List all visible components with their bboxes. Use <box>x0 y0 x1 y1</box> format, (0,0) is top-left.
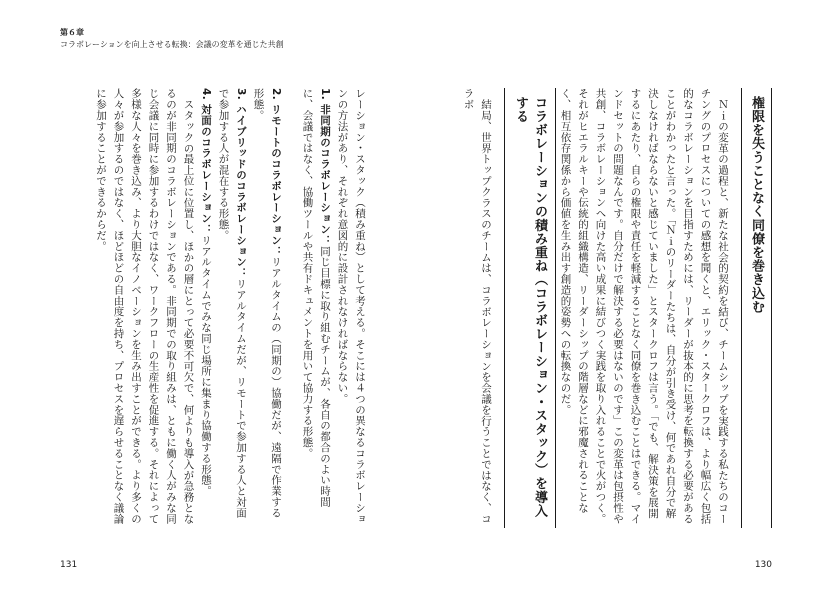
list-item <box>197 88 215 528</box>
right-page-body-2 <box>459 88 494 528</box>
chapter-title: コラボレーションを向上させる転換：会議の変革を通じた共創 <box>60 39 284 49</box>
list-text: リアルタイムの（同期の）協働だが、遠隔で作業する形態。 <box>252 88 282 519</box>
section-heading-authority: 権限を失うことなく同僚を巻き込む <box>741 88 772 528</box>
list-item <box>298 88 333 528</box>
list-number: 3. <box>235 88 247 101</box>
list-number: 2. <box>270 88 282 101</box>
body-paragraph: Ｎｉの変革の過程と、新たな社会的契約を結び、チームシップを実践する私たちのコーチングのプロセスについての感想を聞くと、エリック・スタークロフは、より幅広く包括的なコラボレーションを目指すためには、リーダーが抜本的に思考を転換する必要があることがわかったと言った。「Ｎｉのリーダーたちは、自分が引き受け、何であれ自分で解決しなければならないと感じていました」とスタークロフは言う。「でも、解決策を展開するにあたり、自らの権限や責任を軽減することなく同僚を巻き込むことはできる。マインドセットの問題なんです。自分だけで解決する必要はないのです」この変革は包摂性や共創、コラボレーションへ向けた高い成果に結びつく実践を取り入れることで火がつく。それがヒエラルキーや伝統的組織構造、リーダーシップの階層などに邪魔されることなく、相互依存関係から価値を生み出す創造的姿勢への転換なのだ。 <box>559 88 729 524</box>
list-text: 同じ目標に取り組むチームが、各自の都合のよい時間に、会議ではなく、協働ツールや共有ドキュメントを用いて協力する形態。 <box>301 88 331 508</box>
list-number: 1. <box>319 88 331 101</box>
page-number-left: 131 <box>60 560 78 570</box>
body-paragraph: 結局、世界トップクラスのチームは、コラボレーションを会議を行うことではなく、コラボ <box>462 88 492 524</box>
body-paragraph: レーション・スタック（積み重ね）として考える。そこには４つの異なるコラボレーションの方法があり、それぞれ意図的に設計されなければならない。 <box>336 88 366 524</box>
list-number: 4. <box>200 88 212 101</box>
body-paragraph: スタックの最上位に位置し、ほかの層にとって必要不可欠で、何よりも導入が急務となるのが非同期のコラボレーションである。非同期での取り組みは、ともに働く人がみな同じ会議に同時に参加するわけではなく、ワークフローの生産性を促進する。それによって多様な人々を巻き込み、より大胆なイノベーションを生み出すことができる。より多くの人々が参加するのではなく、ほどほどの自由度を持ち、プロセスを遅らせることなく議論に参加することができるからだ。 <box>95 88 195 524</box>
list-item <box>214 88 249 528</box>
list-term: 非同期のコラボレーション： <box>319 103 331 246</box>
right-page <box>432 88 772 538</box>
left-page <box>95 88 368 538</box>
list-term: リモートのコラボレーション： <box>270 103 282 257</box>
running-head <box>60 28 284 49</box>
list-text: リアルタイムだが、リモートで参加する人と対面で参加する人が混在する形態。 <box>217 88 247 519</box>
list-text: リアルタイムでみな同じ場所に集まり協働する形態。 <box>200 234 212 497</box>
chapter-label: 第６章 <box>60 28 84 37</box>
list-item <box>249 88 284 528</box>
section-heading-collaboration-stack: コラボレーションの積み重ね（コラボレーション・スタック）を導入する <box>504 88 556 528</box>
list-term: ハイブリッドのコラボレーション： <box>235 103 247 279</box>
right-page-body <box>556 88 731 528</box>
list-term: 対面のコラボレーション： <box>200 103 212 235</box>
page-number-right: 130 <box>754 560 772 570</box>
left-page-body <box>78 88 369 528</box>
